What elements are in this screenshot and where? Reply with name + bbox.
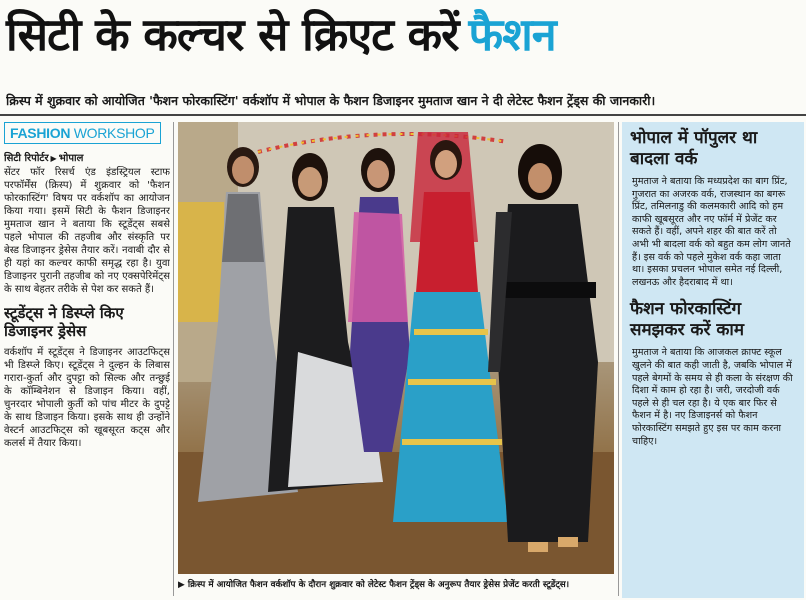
sidebar-heading-1: भोपाल में पॉपुलर था बादला वर्क [630, 128, 758, 169]
headline-main: सिटी के कल्चर से क्रिएट करें [6, 8, 459, 61]
deck: क्रिस्प में शुक्रवार को आयोजित 'फैशन फोरकास्टिंग' वर्कशॉप में भोपाल के फैशन डिजाइनर मुमताज खान ने दी लेटेस्ट फैशन ट्रेंड्स की जानकारी। [6, 93, 656, 108]
dateline-city: भोपाल [58, 153, 84, 164]
sidebar-paragraph-1: मुमताज ने बताया कि मध्यप्रदेश का बाग प्रिंट, गुजरात का अजरक वर्क, राजस्थान का बगरू प्रिंट, तमिलनाडु की कलमकारी आदि को हम काफी खूबसूरत और नए फॉर्म में प्रेजेंट कर सकते हैं। वहीं, अपने शहर की बात करें तो अभी भी बादला वर्क को बहुत कम लोग जानते हैं। इस वर्क को पहले मुकेश वर्क कहा जाता था। इसका प्रचलन भोपाल समेत नई दिल्ली, लखनऊ और हैदराबाद में था। [632, 176, 791, 288]
headline-accent: फैशन [468, 8, 556, 61]
subhead: स्टूडेंट्स ने डिस्प्ले किए डिजाइनर ड्रेसेस [4, 304, 124, 340]
divider [0, 114, 806, 116]
left-column [4, 122, 170, 596]
photo-caption [178, 578, 614, 590]
kicker [4, 122, 161, 144]
dateline [4, 150, 170, 164]
sidebar-heading-2: फैशन फोरकास्टिंग समझकर करें काम [630, 299, 744, 341]
kicker-word-2: WORKSHOP [73, 125, 155, 141]
photo-illustration [178, 122, 614, 574]
kicker-word-1: FASHION [10, 125, 71, 141]
triangle-icon: ▶ [178, 580, 185, 590]
column-divider [173, 122, 174, 596]
sidebar-paragraph-2: मुमताज ने बताया कि आजकल क्राफ्ट स्कूल खुलने की बात कही जाती है, जबकि भोपाल में पहले बेगमों के समय से ही कला के संरक्षण की दिशा में काम हो रहा है। जरी, जरदोजी वर्क पहले से ही चल रहा है। ये एक बार फिर से फैशन में है। नए डिजाइनर्स को फैशन फोरकास्टिंग समझते हुए इस पर काम करना चाहिए। [632, 347, 793, 447]
column-divider [618, 122, 619, 596]
photo-caption-text: क्रिस्प में आयोजित फैशन वर्कशॉप के दौरान शुक्रवार को लेटेस्ट फैशन ट्रेंड्स के अनुरूप तैयार ड्रेसेस प्रेजेंट करती स्टूडेंट्स। [187, 580, 570, 590]
triangle-icon: ▶ [50, 154, 57, 163]
body-paragraph-2: वर्कशॉप में स्टूडेंट्स ने डिजाइनर आउटफिट्स भी डिस्प्ले किए। स्टूडेंट्स ने दुल्हन के लिबास गरारा-कुर्ता और दुपट्टा को सिल्क और तन्छुई के कॉम्बिनेशन से डिजाइन किया। वहीं, चुनरदार भोपाली कुर्ती को पांच मीटर के दुपट्टे के साथ डिजाइन किया। इसके साथ ही उन्होंने वेस्टर्न आउटफिट्स को खूबसूरत कट्स और कलर्स में तैयार किया। [4, 347, 170, 449]
sidebar [622, 122, 804, 598]
photo [178, 122, 614, 574]
dateline-reporter: सिटी रिपोर्टर [4, 153, 49, 164]
headline [6, 2, 802, 68]
body-paragraph-1: सेंटर फॉर रिसर्च एंड इंडस्ट्रियल स्टाफ परफॉर्मेंस (क्रिस्प) में शुक्रवार को 'फैशन फोरकास्टिंग' विषय पर वर्कशॉप का आयोजन किया गया। इसमें सिटी के फैशन डिजाइनर मुमताज खान ने बताया कि स्टूडेंट्स सबसे पहले भोपाल की तहजीब और संस्कृति पर बेस्ड डिजाइनर ड्रेसेस तैयार करें। नवाबी दौर से ही यहां का कल्चर काफी समृद्ध रहा है। युवा डिजाइनर पुरानी तहजीब को नए एक्सपेरिमेंट्स के साथ बेहतर तरीके से पेश कर सकते हैं। [4, 167, 170, 295]
